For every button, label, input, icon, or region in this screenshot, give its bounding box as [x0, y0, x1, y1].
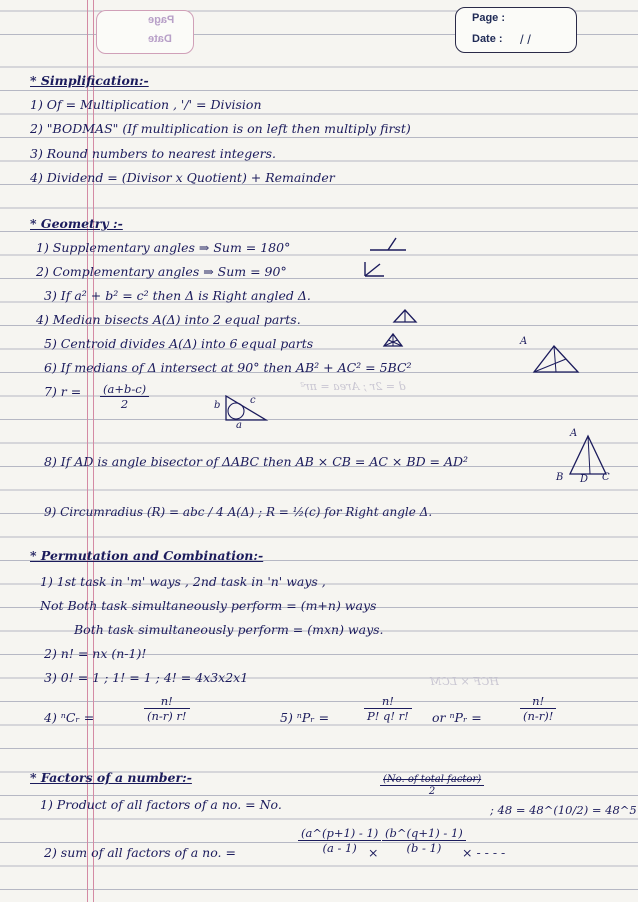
tri3-label-d: D [580, 474, 589, 485]
factor-exponent-num: (No. of total factor) [380, 774, 484, 786]
list-item: 1) Supplementary angles ⇒ Sum = 180° [36, 240, 291, 255]
date-value: / / [520, 32, 531, 47]
list-item: 1) Product of all factors of a no. = No. [40, 797, 282, 812]
tri2-label-a: A [520, 336, 528, 347]
list-item: 5) Centroid divides A(Δ) into 6 equal parts [44, 336, 314, 351]
bleed-through-text: d = 2r ; Area = πr² [300, 380, 406, 393]
list-item: 4) Median bisects A(Δ) into 2 equal parts. [36, 312, 301, 327]
section-title-factors: * Factors of a number:- [30, 770, 192, 785]
tri-label-c: c [250, 395, 256, 406]
ncr-label: 4) ⁿCᵣ = [44, 710, 95, 725]
or-text: or ⁿPᵣ = [432, 710, 482, 725]
tri3-label-b: B [556, 472, 564, 483]
tri-label-a: a [236, 420, 242, 431]
mirror-header-badge [96, 10, 194, 54]
inradius-denominator: 2 [120, 397, 129, 411]
sum-factor-fraction-2 [382, 826, 466, 855]
ncr-numerator: n! [144, 694, 190, 709]
list-item: 3) If a² + b² = c² then Δ is Right angled Δ. [44, 288, 311, 303]
npr-label: 5) ⁿPᵣ = [280, 710, 330, 725]
list-item: 3) Round numbers to nearest integers. [30, 146, 276, 161]
tri3-label-a: A [570, 428, 578, 439]
list-item: 2) Complementary angles ⇒ Sum = 90° [36, 264, 287, 279]
sum-factor-num-2: (b^(q+1) - 1) [382, 826, 466, 841]
list-item: 6) If medians of Δ intersect at 90° then AB² + AC² = 5BC² [44, 360, 412, 375]
tri3-label-c: C [602, 472, 610, 483]
section-title-permutation: * Permutation and Combination:- [30, 548, 264, 563]
incircle-triangle [222, 392, 268, 422]
npr2-denominator: (n-r)! [523, 709, 554, 723]
section-title-geometry: * Geometry :- [30, 216, 123, 231]
ncr-denominator: (n-r) r! [147, 709, 187, 723]
npr-numerator: n! [364, 694, 412, 709]
times-sign: × [368, 845, 379, 860]
mirror-page-label: Page [148, 14, 175, 26]
median-intersect-triangle [532, 342, 580, 374]
sum-factor-den-2: (b - 1) [406, 841, 442, 855]
list-item: 2) n! = nx (n-1)! [44, 646, 147, 661]
mirror-date-label: Date [148, 33, 172, 45]
ncr-fraction [144, 694, 190, 723]
inradius-numerator: (a+b-c) [100, 382, 149, 397]
section-title-simplification: * Simplification:- [30, 73, 149, 88]
list-item: 1) 1st task in 'm' ways , 2nd task in 'n' ways , [40, 574, 326, 589]
npr2-fraction [520, 694, 556, 723]
factor-exponent-fraction [380, 774, 484, 797]
centroid-triangle-icon [382, 332, 404, 348]
sum-factor-tail: × - - - - [462, 845, 506, 860]
list-item: Both task simultaneously perform = (mxn) ways. [74, 622, 384, 637]
list-item: 3) 0! = 1 ; 1! = 1 ; 4! = 4x3x2x1 [44, 670, 249, 685]
list-item: 1) Of = Multiplication , '/' = Division [30, 97, 262, 112]
list-item: 2) sum of all factors of a no. = [44, 845, 236, 860]
supplementary-angle-icon [368, 236, 408, 254]
list-item: Not Both task simultaneously perform = (m+n) ways [40, 598, 377, 613]
sum-factor-num-1: (a^(p+1) - 1) [298, 826, 381, 841]
list-item: 7) r = [44, 384, 82, 399]
page-label: Page : [472, 12, 506, 24]
npr2-numerator: n! [520, 694, 556, 709]
npr-denominator: P! q! r! [367, 709, 409, 723]
sum-factor-den-1: (a - 1) [322, 841, 357, 855]
right-angle-icon [362, 260, 386, 278]
inradius-fraction [100, 382, 149, 411]
factor-exponent-den: 2 [428, 786, 436, 797]
list-item: 2) "BODMAS" (If multiplication is on left then multiply first) [30, 121, 411, 136]
tri-label-b: b [214, 400, 221, 411]
list-item: 4) Dividend = (Divisor x Quotient) + Remainder [30, 170, 335, 185]
npr-fraction [364, 694, 412, 723]
list-item: 9) Circumradius (R) = abc / 4 A(Δ) ; R = ½(c) for Right angle Δ. [44, 505, 433, 519]
factor-example: ; 48 = 48^(10/2) = 48^5 [490, 803, 637, 817]
date-label: Date : [472, 33, 503, 45]
bleed-through-text: HCF × LCM [430, 675, 499, 688]
list-item: 8) If AD is angle bisector of ΔABC then AB × CB = AC × BD = AD² [44, 454, 469, 469]
median-triangle-icon [392, 308, 418, 324]
